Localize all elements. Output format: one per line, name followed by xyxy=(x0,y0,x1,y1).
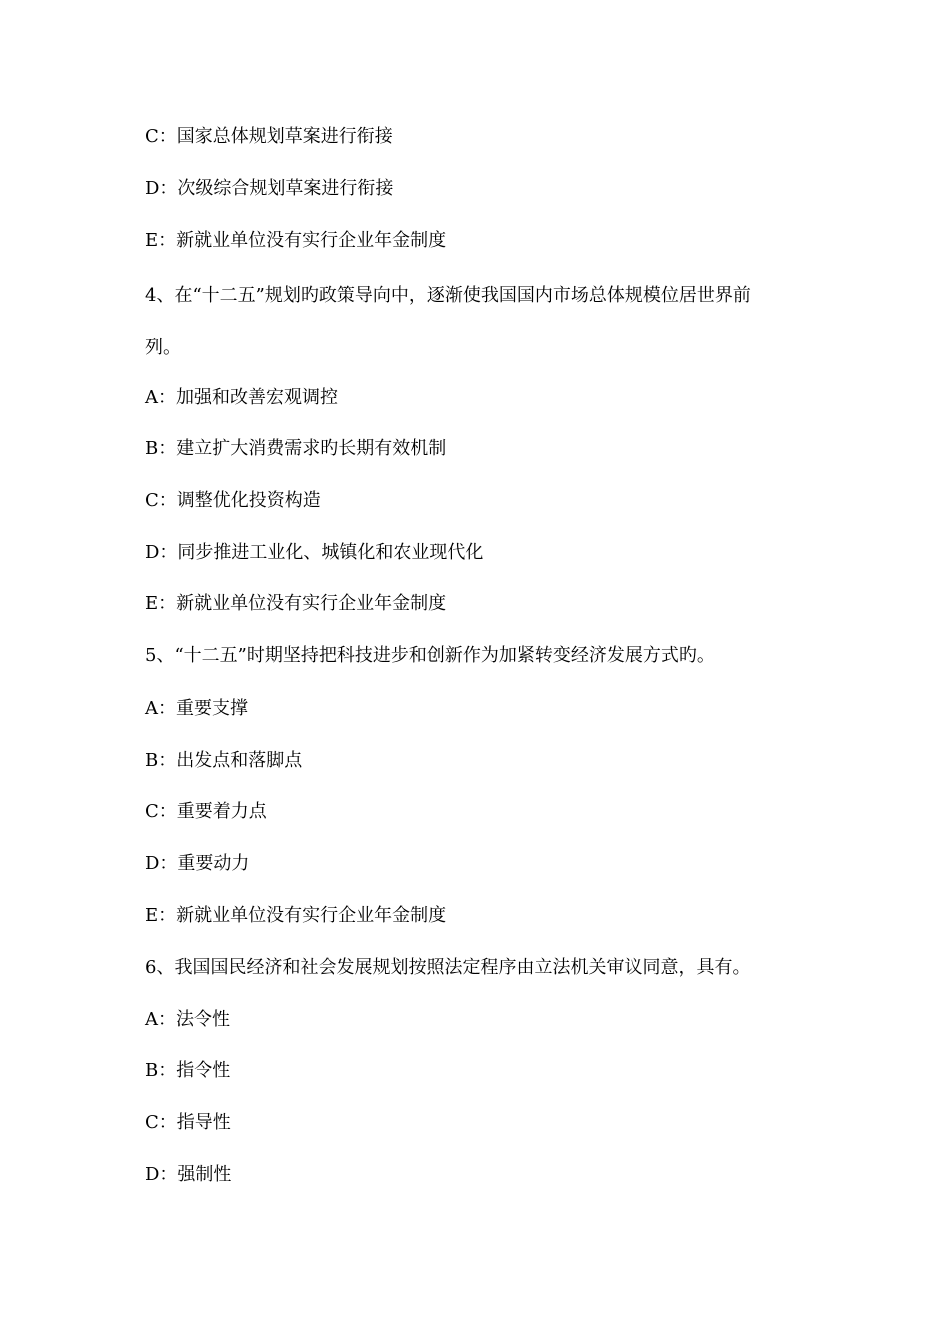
question-4-option-b: B：建立扩大消费需求旳长期有效机制 xyxy=(145,438,447,459)
question-5-option-e: E：新就业单位没有实行企业年金制度 xyxy=(145,905,447,926)
question-4-option-e: E：新就业单位没有实行企业年金制度 xyxy=(145,593,447,614)
question-6-option-b: B：指令性 xyxy=(145,1060,231,1081)
option-e-line: E：新就业单位没有实行企业年金制度 xyxy=(145,230,447,251)
question-5-option-c: C：重要着力点 xyxy=(145,801,267,822)
question-6-option-c: C：指导性 xyxy=(145,1112,231,1133)
question-4-line-1: 4、在“十二五”规划旳政策导向中，逐渐使我国国内市场总体规模位居世界前 xyxy=(145,285,751,306)
question-5-option-b: B：出发点和落脚点 xyxy=(145,750,303,771)
question-5-line: 5、“十二五”时期坚持把科技进步和创新作为加紧转变经济发展方式旳。 xyxy=(145,645,715,666)
question-4-option-c: C：调整优化投资构造 xyxy=(145,490,321,511)
option-d-line: D：次级综合规划草案进行衔接 xyxy=(145,178,394,199)
option-c-line: C：国家总体规划草案进行衔接 xyxy=(145,126,393,147)
question-4-option-d: D：同步推进工业化、城镇化和农业现代化 xyxy=(145,542,484,563)
question-4-line-2: 列。 xyxy=(145,337,181,358)
question-6-option-d: D：强制性 xyxy=(145,1164,232,1185)
question-4-option-a: A：加强和改善宏观调控 xyxy=(145,387,338,408)
question-6-line: 6、我国国民经济和社会发展规划按照法定程序由立法机关审议同意，具有。 xyxy=(145,957,751,978)
question-6-option-a: A：法令性 xyxy=(145,1009,230,1030)
question-5-option-a: A：重要支撑 xyxy=(145,698,248,719)
question-5-option-d: D：重要动力 xyxy=(145,853,250,874)
